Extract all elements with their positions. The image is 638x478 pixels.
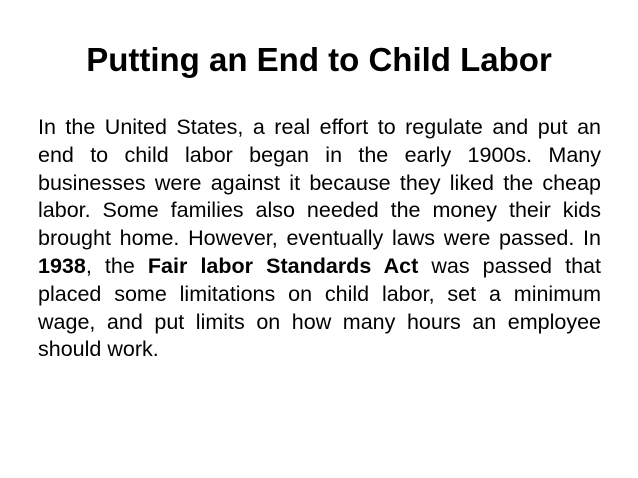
body-text-conclusion: was passed that placed some limitations on child labor, set a minimum wage, and put limits on how many hours an employee should work. bbox=[38, 253, 601, 362]
body-act-name: Fair labor Standards Act bbox=[147, 253, 419, 278]
body-text-intro: In the United States, a real effort to regulate and put an end to child labor began in the early 1900s. Many businesses were against it because they liked the cheap labor. Some families also needed the money their kids brought home. However, eventually laws were passed. In bbox=[38, 115, 601, 251]
body-text-connector: , the bbox=[85, 253, 148, 278]
slide-title: Putting an End to Child Labor bbox=[86, 41, 552, 78]
slide-body bbox=[38, 114, 601, 364]
body-year: 1938 bbox=[38, 253, 86, 278]
